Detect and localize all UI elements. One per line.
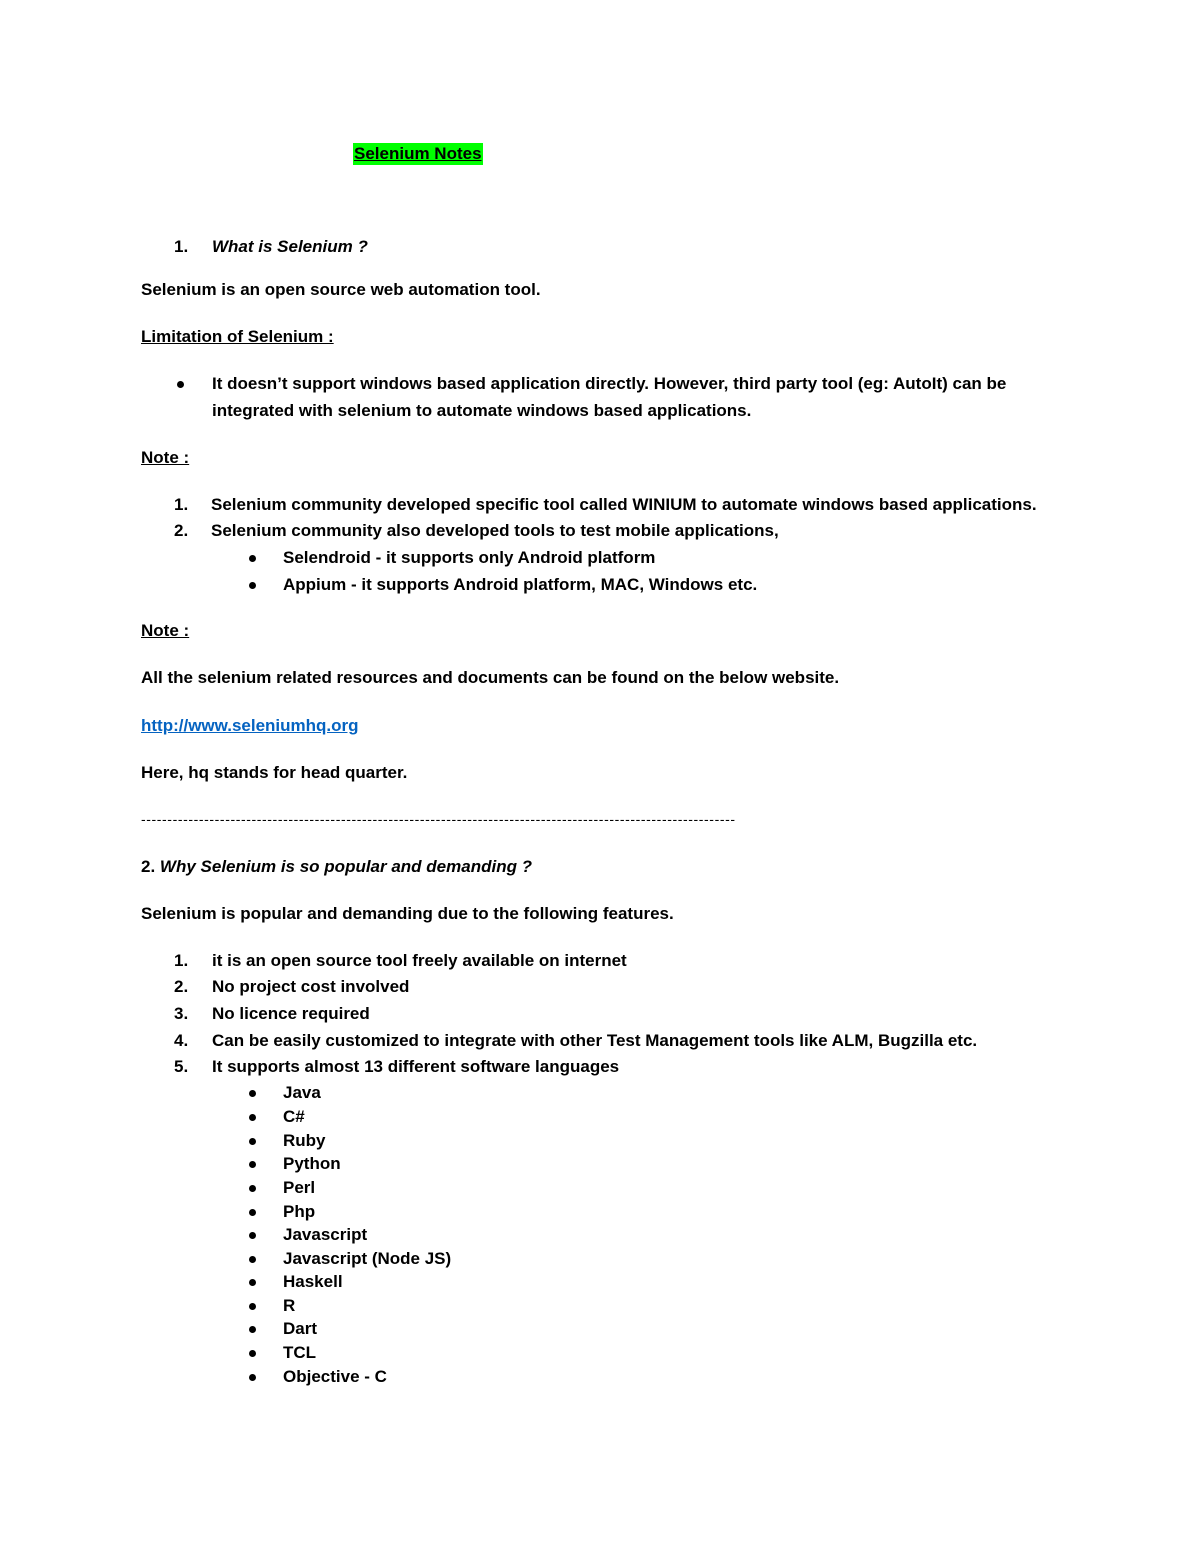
bullet-icon <box>249 1161 256 1168</box>
bullet-icon <box>249 1185 256 1192</box>
bullet-icon <box>249 1374 256 1381</box>
feature-item: Can be easily customized to integrate with other Test Management tools like ALM, Bugzilla etc. <box>212 1031 978 1050</box>
note-item-number: 2. <box>174 521 189 540</box>
language-item: Perl <box>283 1178 316 1197</box>
q2-heading: Why Selenium is so popular and demanding ? <box>159 857 533 876</box>
q2-answer: Selenium is popular and demanding due to the following features. <box>141 904 674 923</box>
feature-item: No project cost involved <box>212 977 410 996</box>
note-2-text: All the selenium related resources and documents can be found on the below website. <box>141 668 840 687</box>
feature-number: 3. <box>174 1004 189 1023</box>
q2-heading-row <box>141 856 532 878</box>
language-item: R <box>283 1296 296 1315</box>
bullet-icon <box>177 381 184 388</box>
language-item: Ruby <box>283 1131 326 1150</box>
language-item: Javascript (Node JS) <box>283 1249 452 1268</box>
mobile-tool-item: Selendroid - it supports only Android platform <box>283 548 656 567</box>
bullet-icon <box>249 1303 256 1310</box>
feature-number: 5. <box>174 1057 189 1076</box>
note-heading-1: Note : <box>141 448 190 467</box>
language-item: Javascript <box>283 1225 368 1244</box>
bullet-icon <box>249 1326 256 1333</box>
language-item: C# <box>283 1107 305 1126</box>
hq-explanation: Here, hq stands for head quarter. <box>141 763 408 782</box>
feature-number: 2. <box>174 977 189 996</box>
limitation-heading: Limitation of Selenium : <box>141 327 334 346</box>
q1-heading: What is Selenium ? <box>212 237 368 256</box>
bullet-icon <box>249 555 256 562</box>
seleniumhq-link[interactable]: http://www.seleniumhq.org <box>141 716 359 735</box>
language-item: Python <box>283 1154 341 1173</box>
section-separator: ----------------------------------------------------------------------------------------------------------------- <box>141 811 736 827</box>
limitation-line-2: integrated with selenium to automate windows based applications. <box>212 401 752 420</box>
limitation-line-1: It doesn’t support windows based application directly. However, third party tool (eg: AutoIt) can be <box>212 374 1007 393</box>
q2-number: 2. <box>141 857 156 876</box>
bullet-icon <box>249 1350 256 1357</box>
note-item: Selenium community also developed tools to test mobile applications, <box>211 521 779 540</box>
bullet-icon <box>249 1138 256 1145</box>
feature-item: it is an open source tool freely available on internet <box>212 951 627 970</box>
bullet-icon <box>249 1209 256 1216</box>
feature-number: 4. <box>174 1031 189 1050</box>
bullet-icon <box>249 582 256 589</box>
language-item: TCL <box>283 1343 317 1362</box>
bullet-icon <box>249 1256 256 1263</box>
q1-answer: Selenium is an open source web automation tool. <box>141 280 541 299</box>
feature-item: It supports almost 13 different software languages <box>212 1057 620 1076</box>
note-item: Selenium community developed specific tool called WINIUM to automate windows based applications. <box>211 495 1037 514</box>
mobile-tool-item: Appium - it supports Android platform, MAC, Windows etc. <box>283 575 758 594</box>
bullet-icon <box>249 1232 256 1239</box>
bullet-icon <box>249 1090 256 1097</box>
language-item: Dart <box>283 1319 318 1338</box>
language-item: Php <box>283 1202 316 1221</box>
document-title: Selenium Notes <box>354 144 482 163</box>
language-item: Java <box>283 1083 321 1102</box>
bullet-icon <box>249 1279 256 1286</box>
language-item: Haskell <box>283 1272 343 1291</box>
bullet-icon <box>249 1114 256 1121</box>
note-item-number: 1. <box>174 495 189 514</box>
note-heading-2: Note : <box>141 621 190 640</box>
feature-item: No licence required <box>212 1004 370 1023</box>
feature-number: 1. <box>174 951 189 970</box>
q1-number: 1. <box>174 237 189 256</box>
language-item: Objective - C <box>283 1367 387 1386</box>
